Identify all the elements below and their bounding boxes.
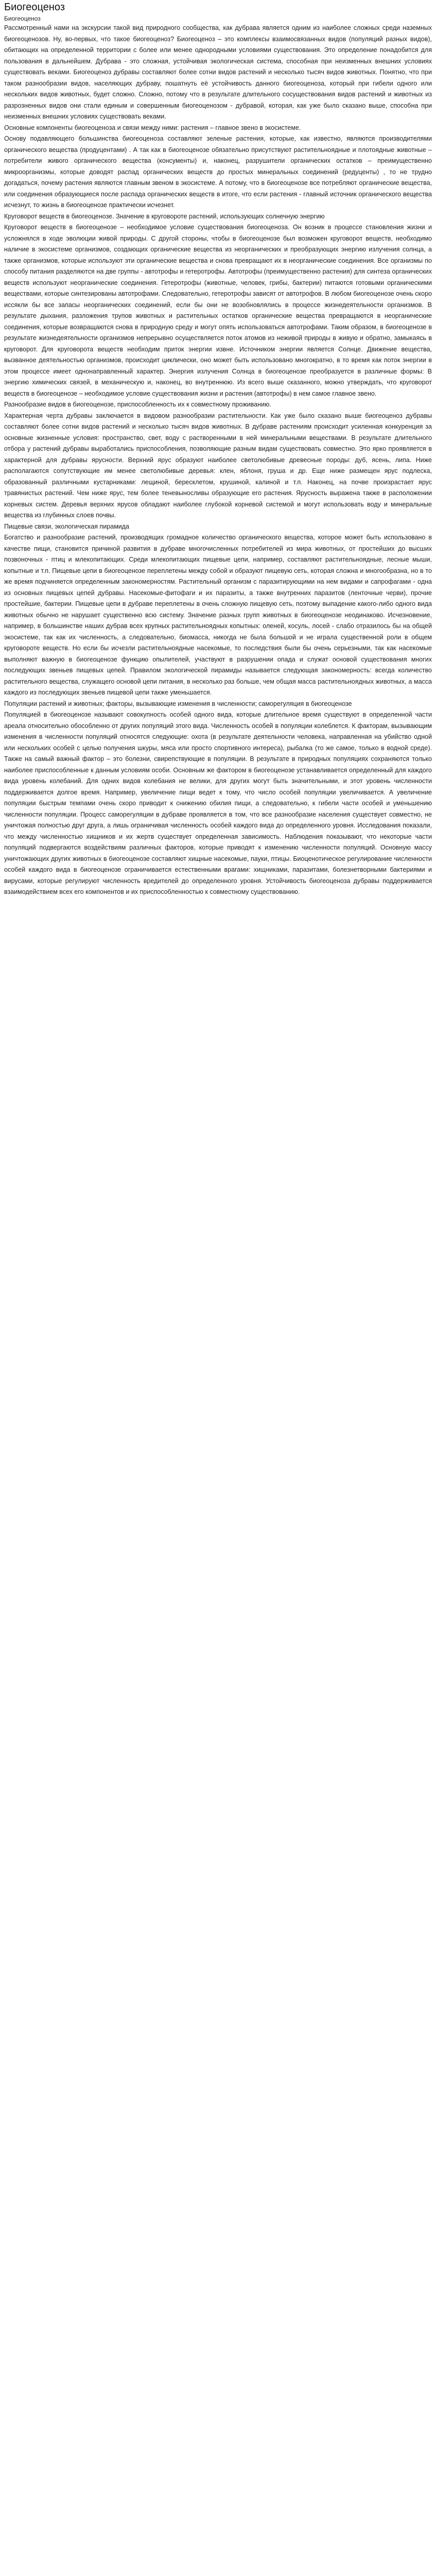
- paragraph-heading-populations: Популяции растений и животных; факторы, вызывающие изменения в численности; саморегуляция в биогеоценозе: [4, 700, 352, 707]
- paragraph-populations: Популяцией в биогеоценозе называют совокупность особей одного вида, которые длительное время существуют в определенной части ареала относительно обособленно от других популяций этого вида. Численность особей в популяции колеблется. К факторам, вызывающим изменения в численности популяций относятся следующие: охота (в результате деятельности человека, направленная на убийство одной или нескольких особей с целью получения шкуры, мяса или просто спортивного интереса), рыбалка (то же самое, только в водной среде). Также на самый важный фактор – это болезни, свирепствующие в популяции. В результате в природных популяциях сохраняются только наиболее приспособленные к данным условиям особи. Основным же фактором в биогеоценозе устанавливается определенный для каждого вида уровень колебаний. Для одних видов колебания не велики, для других могут быть значительными, и этот уровень численности поддерживается долгое время. Например, увеличение пищи ведет к тому, что число особей популяции увеличивается. А увеличение популяции быстрым темпами очень скоро приводит к снижению обилия пищи, а следовательно, к гибели части особей и уменьшению численности популяции. Процесс саморегуляции в дубраве проявляется в том, что все разнообразие населения существует совместно, не уничтожая полностью друг друга, а лишь ограничивая численность особей каждого вида до определенного уровня. Исследования показали, что между численностью хищников и их жертв существует определенная зависимость. Наблюдения показывают, что некоторые части популяций подвергаются воздействиям различных факторов, которые приводят к изменению численности популяций. Основную массу уничтожающих других животных в биогеоценозе составляют хищные насекомые, пауки, птицы. Биоценотическое регулирование численности особей каждого вида в биогеоценозе ограничивается естественными врагами: хищниками, паразитами, болезнетворными бактериями и вирусами, которые регулируют численность вредителей до определенного уровня. Устойчивость биогеоценоза дубравы поддерживается взаимодействием всех его компонентов и их приспособленностью к совместному существованию.: [4, 711, 432, 895]
- paragraph-heading-food-chains: Пищевые связи, экологическая пирамида: [4, 522, 130, 530]
- paragraph-diversity: Характерная черта дубравы заключается в видовом разнообразии растительности. Как уже было сказано выше биогеоценоз дубравы составляют более сотни видов растений и несколько тысяч видов животных. В дубраве растениям происходит усиленная конкуренция за основные жизненные условия: пространство, свет, воду с растворенными в ней минеральными веществами. В результате длительного отбора у растений дубравы выработались приспособления, позволяющие разным видам существовать совместно. Это ярко проявляется в характерной для дубравы ярусности. Верхний ярус образуют наиболее светолюбивые древесные породы: дуб, ясень, липа. Ниже располагаются сопутствующие им менее светолюбивые деревья: клен, яблоня, груша и др. Еще ниже размещен ярус подлеска, образованный различными кустарниками: лещиной, бересклетом, крушиной, калиной и т.п. Наконец, на почве произрастает ярус травянистых растений. Чем ниже ярус, тем более теневыносливы образующие его растения. Ярусность выражена также в расположении корневых систем. Деревья верхних ярусов обладают наиболее глубокой корневой системой и могут использовать воду и минеральные вещества из глубинных слоев почвы.: [4, 412, 432, 519]
- paragraph-food-chains: Богатство и разнообразие растений, производящих громадное количество органического вещества, которое может быть использовано в качестве пищи, становится причиной развития в дубраве многочисленных потребителей из мира животных, от простейших до высших позвоночных - птиц и млекопитающих. Среди млекопитающих пищевые цепи, например, составляют растительноядные, лесные мыши, копытные и т.п. Пищевые цепи в биогеоценозе переплетены между собой и образуют пищевую сеть, которая сложна и многообразна, но в то же время подчиняется определенным закономерностям. Растительный организм с паразитирующими на нем видами и сапрофагами - одна из основных пищевых цепей дубравы. Насекомые-фитофаги и их паразиты, а также внутренних паразитов (ленточные черви), прочие простейшие, бактерии. Пищевые цепи в дубраве переплетены в очень сложную пищевую сеть, поэтому выпадение какого-либо одного вида животных обычно не нарушает существенно всю систему. Значение разных групп животных в биогеоценозе неодинаково. Исчезновение, например, в большинстве наших дубрав всех крупных растительноядных копытных: оленей, косуль, лосей - слабо отразилось бы на общей экосистеме, так как их численность, а следовательно, биомасса, никогда не была большой и не играла существенной роли в общем круговороте веществ. Но если бы исчезли растительноядные насекомые, то последствия были бы очень серьезными, так как насекомые выполняют важную в биогеоценозе функцию опылителей, участвуют в разрушении опада и служат основой существования многих последующих звеньев пищевых цепей. Правилом экологической пирамиды называется следующая закономерность: всегда количество растительного вещества, служащего основой цепи питания, в несколько раз больше, чем общая масса растительноядных животных, а масса каждого из последующих звеньев пищевой цепи также уменьшается.: [4, 534, 432, 696]
- paragraph-heading-cycle: Круговорот веществ в биогеоценозе. Значение в круговороте растений, использующих солнечную энергию: [4, 212, 325, 220]
- page-title: Биогеоценоз: [4, 2, 65, 13]
- paragraph-heading-components: Основные компоненты биогеоценоза и связи между ними: растения – главное звено в экосистеме.: [4, 124, 301, 131]
- document-body: [4, 23, 432, 898]
- paragraph-producers: Основу подавляющего большинства биогеоценоза составляют зеленые растения, которые, как известно, являются производителями органического вещества (продуцентами) . А так как в биогеоценозе обязательно присутствуют растительноядные и плотоядные животные – потребители живого органического вещества (консументы) и, наконец, разрушители органических остатков – преимущественно микроорганизмы, которые доводят распад органических веществ до простых минеральных соединений (редуценты) , то не трудно догадаться, почему растения являются главным звеном в экосистеме. А потому, что в биогеоценозе все потребляют органические вещества, или соединения образующиеся после распада органических веществ в итоге, что если растения - главный источник органического вещества исчезнут, то жизнь в биогеоценозе практически исчезнет.: [4, 135, 432, 209]
- paragraph-intro: Рассмотренный нами на экскурсии такой вид природного сообщества, как дубрава является одним из наиболее сложных среди наземных биогеоценозов. Ну, во-первых, что такое биогеоценоз? Биогеоценоз – это комплексы взаимосвязанных видов (популяций разных видов), обитающих на определенной территории с более или менее однородными условиями существования. Это определение понадобится для пользования в дальнейшем. Дубрава - это сложная, устойчивая экологическая система, способная при неизменных внешних условиях существовать веками. Биогеоценоз дубравы составляют более сотни видов растений и несколько тысяч видов животных. Понятно, что при таком разнообразии видов, населяющих дубраву, пошатнуть её устойчивость данного биогеоценоза, который при гибели одного или нескольких видов животных, будет сложно. Сложно, потому что в результате длительного сосуществования видов растений и животных из разрозненных видов они стали единым и совершенным биогеоценозом - дубравой, которая, как уже было сказано выше, способна при неизменных внешних условиях существовать веками.: [4, 24, 432, 120]
- document-subtitle: Биогеоценоз: [4, 15, 41, 22]
- paragraph-heading-diversity: Разнообразие видов в биогеоценозе, приспособленность их к совместному проживанию.: [4, 401, 271, 408]
- paragraph-cycle: Круговорот веществ в биогеоценозе – необходимое условие существования биогеоценоза. Он возник в процессе становления жизни и усложнялся в ходе эволюции живой природы. С другой стороны, чтобы в биогеоценозе был возможен круговорот веществ, необходимо наличие в экосистеме организмов, создающих органические вещества из неорганических и преобразующих энергию излучения солнца, а также организмов, которые используют эти органические вещества и снова превращают их в неорганические соединения. Все организмы по способу питания разделяются на две группы - автотрофы и гетеротрофы. Автотрофы (преимущественно растения) для синтеза органических веществ используют неорганические соединения. Гетеротрофы (животные, человек, грибы, бактерии) питаются готовыми органическими веществами, которые синтезированы автотрофами. Следовательно, гетеротрофы зависят от автотрофов. В любом биогеоценозе очень скоро иссякли бы все запасы неорганических соединений, если бы они не возобновлялись в процессе жизнедеятельности организмов. В результате дыхания, разложения трупов животных и растительных остатков органические вещества превращаются в неорганические соединения, которые возвращаются снова в природную среду и могут опять использоваться автотрофами. Таким образом, в биогеоценозе в результате жизнедеятельности организмов непрерывно осуществляется поток атомов из неживой природы в живую и обратно, замыкаясь в круговорот. Для круговорота веществ необходим приток энергии извне. Источником энергии является Солнце. Движение вещества, вызванное деятельностью организмов, происходит циклически, оно может быть использовано многократно, в то время как поток энергии в этом процессе имеет однонаправленный характер. Энергия излучения Солнца в биогеоценозе преобразуется в различные формы: В энергию химических связей, в механическую и, наконец, во внутреннюю. Из всего выше сказанного, можно утверждать, что круговорот веществ в биогеоценозе – необходимое условие существования жизни и растения (автотрофы) в нем самое главное звено.: [4, 224, 432, 397]
